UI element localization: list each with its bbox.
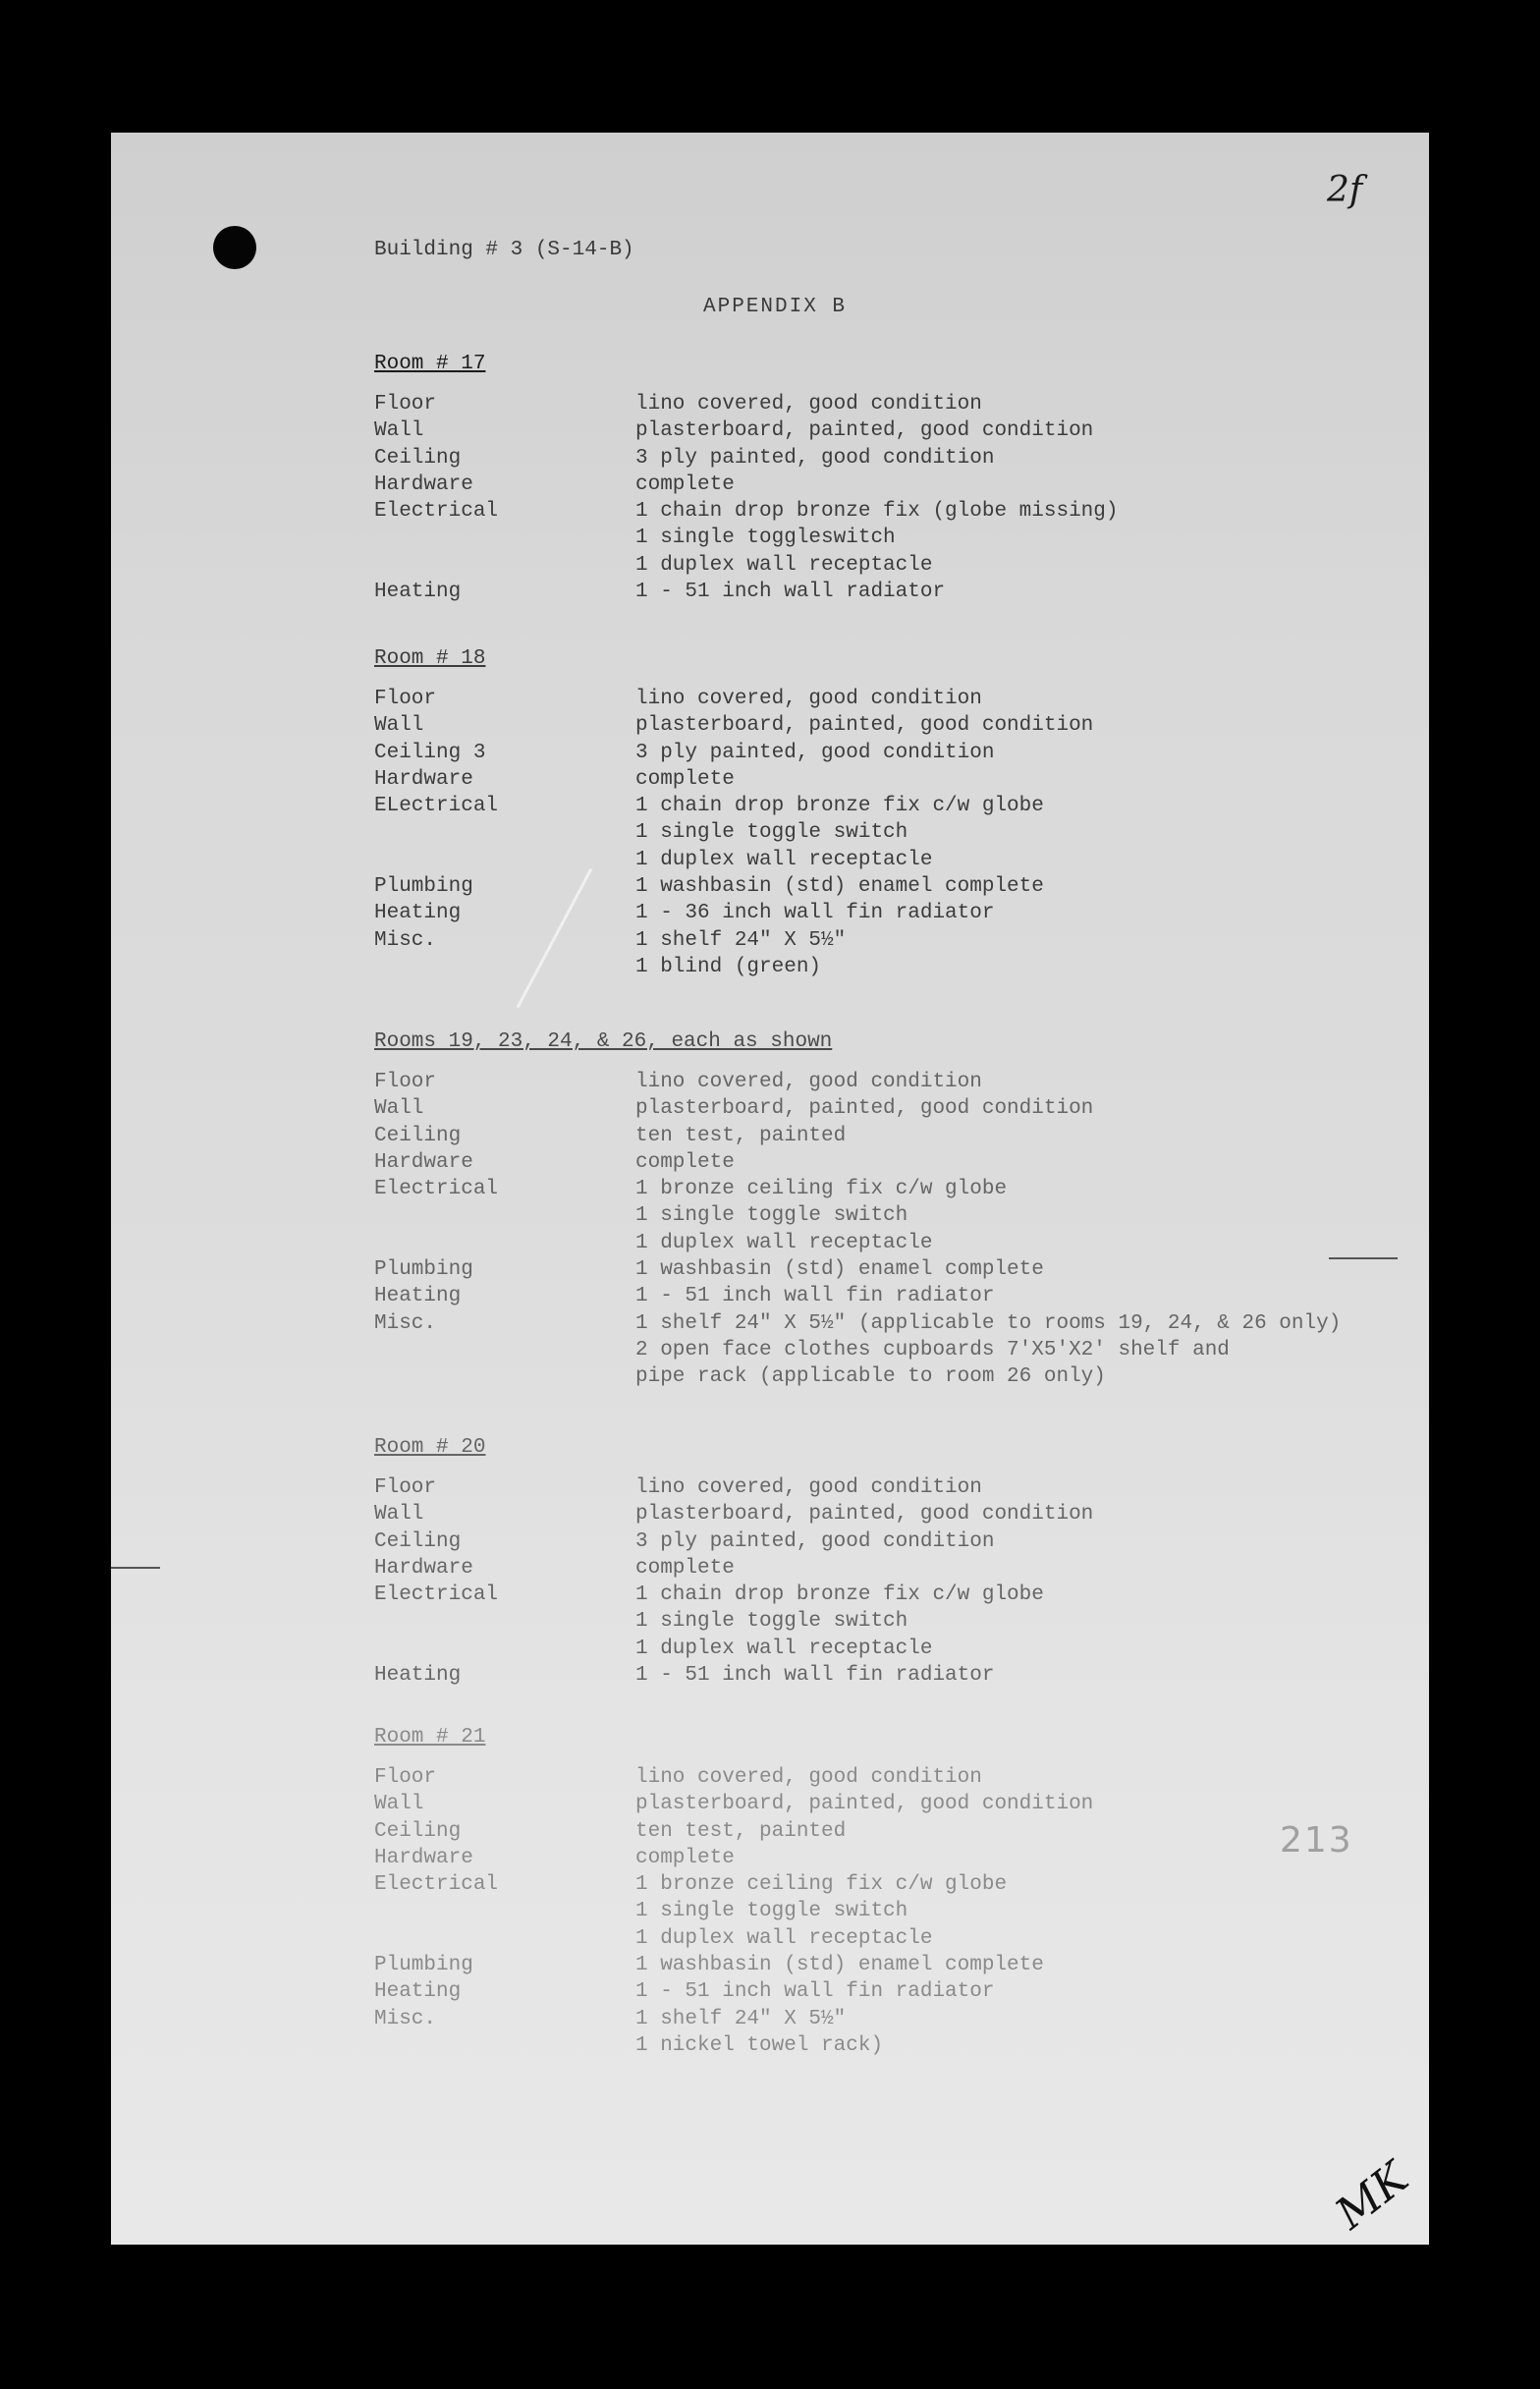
spec-row bbox=[374, 1230, 1429, 1256]
spec-value: lino covered, good condition bbox=[635, 1766, 982, 1789]
spec-value: 2 open face clothes cupboards 7'X5'X2' shelf and bbox=[635, 1338, 1230, 1361]
spec-row bbox=[374, 1636, 1429, 1662]
rooms-19-23-24-26-section bbox=[374, 1028, 1429, 1391]
spec-row bbox=[374, 1528, 1429, 1555]
spec-label: Misc. bbox=[374, 928, 437, 952]
punch-hole bbox=[213, 226, 256, 269]
spec-label: Plumbing bbox=[374, 875, 473, 899]
spec-label: Heating bbox=[374, 1664, 462, 1688]
spec-row bbox=[374, 445, 1429, 472]
room-17-rows bbox=[374, 391, 1429, 605]
room-17-section bbox=[374, 351, 1429, 605]
spec-row bbox=[374, 712, 1429, 739]
spec-row bbox=[374, 1555, 1429, 1582]
spec-label: Hardware bbox=[374, 767, 473, 791]
spec-label bbox=[374, 525, 635, 551]
spec-row bbox=[374, 2032, 1429, 2059]
spec-row bbox=[374, 954, 1429, 980]
spec-label: Electrical bbox=[374, 1583, 499, 1607]
spec-label: Hardware bbox=[374, 1846, 473, 1869]
spec-row bbox=[374, 525, 1429, 551]
spec-value: lino covered, good condition bbox=[635, 688, 982, 710]
spec-value: ten test, painted bbox=[635, 1819, 847, 1843]
spec-label: Floor bbox=[374, 1476, 437, 1499]
spec-label: Electrical bbox=[374, 1873, 499, 1897]
spec-label bbox=[374, 1898, 635, 1924]
spec-value: 1 chain drop bronze fix c/w globe bbox=[635, 795, 1044, 818]
spec-value: 1 washbasin (std) enamel complete bbox=[635, 1258, 1044, 1282]
spec-value: 1 bronze ceiling fix c/w globe bbox=[635, 1873, 1008, 1897]
spec-label: Wall bbox=[374, 1503, 424, 1527]
spec-value: 1 blind (green) bbox=[635, 955, 822, 978]
spec-value: 1 - 51 inch wall fin radiator bbox=[635, 1980, 995, 2004]
spec-label: Heating bbox=[374, 1285, 462, 1308]
spec-label: Ceiling bbox=[374, 1819, 462, 1843]
spec-label: Plumbing bbox=[374, 1258, 473, 1282]
spec-value: 1 - 51 inch wall fin radiator bbox=[635, 1664, 995, 1688]
spec-label bbox=[374, 954, 635, 980]
room-title: Rooms 19, 23, 24, & 26, each as shown bbox=[374, 1030, 833, 1053]
spec-value: 1 duplex wall receptacle bbox=[635, 848, 933, 871]
spec-row bbox=[374, 1176, 1429, 1202]
room-20-rows bbox=[374, 1474, 1429, 1689]
spec-row bbox=[374, 900, 1429, 926]
spec-row bbox=[374, 1978, 1429, 2005]
spec-row bbox=[374, 1363, 1429, 1390]
spec-row bbox=[374, 1818, 1429, 1845]
spec-label: Hardware bbox=[374, 472, 473, 496]
spec-label: Ceiling 3 bbox=[374, 741, 486, 764]
room-18-section bbox=[374, 645, 1429, 980]
margin-rule bbox=[111, 1567, 160, 1569]
spec-value: 1 duplex wall receptacle bbox=[635, 1926, 933, 1950]
spec-row bbox=[374, 873, 1429, 900]
spec-label bbox=[374, 1925, 635, 1952]
spec-value: plasterboard, painted, good condition bbox=[635, 1503, 1094, 1527]
side-stamp-number: 213 bbox=[1280, 1820, 1353, 1861]
spec-row bbox=[374, 793, 1429, 819]
spec-label: ELectrical bbox=[374, 795, 499, 818]
spec-label bbox=[374, 1363, 635, 1390]
spec-row bbox=[374, 552, 1429, 579]
document-page bbox=[111, 133, 1429, 2245]
spec-row bbox=[374, 1871, 1429, 1898]
spec-row bbox=[374, 1310, 1429, 1337]
spec-value: 1 single toggle switch bbox=[635, 1900, 908, 1923]
spec-label: Ceiling bbox=[374, 446, 462, 470]
spec-value: complete bbox=[635, 472, 735, 496]
spec-label: Floor bbox=[374, 1766, 437, 1789]
room-title: Room # 18 bbox=[374, 647, 486, 670]
spec-value: 1 single toggle switch bbox=[635, 1204, 908, 1228]
spec-label: Electrical bbox=[374, 500, 499, 524]
spec-label: Heating bbox=[374, 1980, 462, 2004]
spec-row bbox=[374, 1952, 1429, 1978]
corner-handwritten-mark: 2f bbox=[1327, 170, 1363, 210]
room-21-section bbox=[374, 1724, 1429, 2059]
spec-row bbox=[374, 1582, 1429, 1608]
spec-row bbox=[374, 1925, 1429, 1952]
spec-row bbox=[374, 391, 1429, 417]
spec-label: Misc. bbox=[374, 2007, 437, 2030]
spec-value: lino covered, good condition bbox=[635, 1071, 982, 1093]
spec-value: complete bbox=[635, 1556, 735, 1580]
spec-label: Floor bbox=[374, 393, 437, 416]
spec-label: Plumbing bbox=[374, 1954, 473, 1977]
spec-value: plasterboard, painted, good condition bbox=[635, 714, 1094, 738]
spec-value: 1 single toggle switch bbox=[635, 1610, 908, 1634]
spec-row bbox=[374, 472, 1429, 498]
spec-row bbox=[374, 1095, 1429, 1122]
spec-value: plasterboard, painted, good condition bbox=[635, 1097, 1094, 1121]
spec-label: Ceiling bbox=[374, 1124, 462, 1147]
spec-value: complete bbox=[635, 1846, 735, 1869]
spec-label bbox=[374, 1230, 635, 1256]
spec-row bbox=[374, 417, 1429, 444]
spec-value: lino covered, good condition bbox=[635, 1476, 982, 1499]
spec-value: 1 single toggle switch bbox=[635, 821, 908, 845]
spec-value: 1 duplex wall receptacle bbox=[635, 1637, 933, 1660]
spec-value: complete bbox=[635, 1150, 735, 1174]
spec-value: complete bbox=[635, 767, 735, 791]
room-21-rows bbox=[374, 1764, 1429, 2059]
spec-value: 1 single toggleswitch bbox=[635, 527, 896, 550]
spec-row bbox=[374, 1202, 1429, 1229]
spec-row bbox=[374, 927, 1429, 954]
spec-row bbox=[374, 1256, 1429, 1283]
room-20-section bbox=[374, 1434, 1429, 1689]
spec-row bbox=[374, 1337, 1429, 1363]
spec-row bbox=[374, 819, 1429, 846]
spec-value: 1 washbasin (std) enamel complete bbox=[635, 1954, 1044, 1977]
spec-label bbox=[374, 2032, 635, 2059]
spec-label bbox=[374, 847, 635, 873]
building-header: Building # 3 (S-14-B) bbox=[374, 239, 634, 261]
spec-row bbox=[374, 1501, 1429, 1528]
spec-row bbox=[374, 1608, 1429, 1635]
spec-value: 1 shelf 24" X 5½" (applicable to rooms 19, 24, & 26 only) bbox=[635, 1311, 1342, 1335]
spec-row bbox=[374, 1764, 1429, 1791]
spec-value: 1 nickel towel rack) bbox=[635, 2033, 884, 2057]
room-18-rows bbox=[374, 686, 1429, 980]
spec-value: 1 chain drop bronze fix (globe missing) bbox=[635, 500, 1119, 524]
spec-label bbox=[374, 1202, 635, 1229]
spec-value: 1 shelf 24" X 5½" bbox=[635, 928, 847, 952]
spec-label: Wall bbox=[374, 714, 424, 738]
spec-value: 1 - 36 inch wall fin radiator bbox=[635, 902, 995, 925]
spec-row bbox=[374, 498, 1429, 525]
spec-value: 3 ply painted, good condition bbox=[635, 1529, 995, 1553]
spec-value: ten test, painted bbox=[635, 1124, 847, 1147]
spec-value: 1 - 51 inch wall radiator bbox=[635, 581, 946, 604]
spec-value: 1 chain drop bronze fix c/w globe bbox=[635, 1583, 1044, 1607]
spec-value: pipe rack (applicable to room 26 only) bbox=[635, 1365, 1106, 1389]
handwritten-initials: MK bbox=[1326, 2152, 1418, 2240]
spec-row bbox=[374, 1069, 1429, 1095]
spec-value: 3 ply painted, good condition bbox=[635, 741, 995, 764]
spec-row bbox=[374, 740, 1429, 766]
spec-row bbox=[374, 1898, 1429, 1924]
rooms-19-rows bbox=[374, 1069, 1429, 1391]
spec-label bbox=[374, 819, 635, 846]
spec-row bbox=[374, 579, 1429, 605]
spec-value: 3 ply painted, good condition bbox=[635, 446, 995, 470]
spec-row bbox=[374, 1123, 1429, 1149]
spec-label: Hardware bbox=[374, 1150, 473, 1174]
spec-value: 1 duplex wall receptacle bbox=[635, 1231, 933, 1254]
spec-value: 1 shelf 24" X 5½" bbox=[635, 2007, 847, 2030]
spec-row bbox=[374, 1662, 1429, 1689]
spec-label: Heating bbox=[374, 902, 462, 925]
spec-label: Hardware bbox=[374, 1556, 473, 1580]
room-title: Room # 21 bbox=[374, 1726, 486, 1749]
spec-label: Heating bbox=[374, 581, 462, 604]
spec-label bbox=[374, 1337, 635, 1363]
spec-row bbox=[374, 766, 1429, 793]
room-title: Room # 17 bbox=[374, 353, 486, 375]
spec-label: Floor bbox=[374, 688, 437, 710]
spec-label bbox=[374, 552, 635, 579]
spec-value: 1 duplex wall receptacle bbox=[635, 553, 933, 577]
appendix-title: APPENDIX B bbox=[703, 296, 848, 318]
spec-value: plasterboard, painted, good condition bbox=[635, 419, 1094, 443]
spec-label: Electrical bbox=[374, 1178, 499, 1201]
spec-row bbox=[374, 686, 1429, 712]
spec-value: 1 bronze ceiling fix c/w globe bbox=[635, 1178, 1008, 1201]
spec-label bbox=[374, 1636, 635, 1662]
spec-row bbox=[374, 847, 1429, 873]
spec-row bbox=[374, 1791, 1429, 1817]
spec-value: 1 - 51 inch wall fin radiator bbox=[635, 1285, 995, 1308]
spec-row bbox=[374, 1149, 1429, 1176]
room-title: Room # 20 bbox=[374, 1436, 486, 1459]
spec-label: Floor bbox=[374, 1071, 437, 1093]
spec-label: Wall bbox=[374, 1793, 424, 1816]
spec-row bbox=[374, 1283, 1429, 1309]
spec-label bbox=[374, 1608, 635, 1635]
spec-label: Wall bbox=[374, 419, 424, 443]
spec-value: 1 washbasin (std) enamel complete bbox=[635, 875, 1044, 899]
spec-value: lino covered, good condition bbox=[635, 393, 982, 416]
spec-value: plasterboard, painted, good condition bbox=[635, 1793, 1094, 1816]
spec-label: Misc. bbox=[374, 1311, 437, 1335]
spec-label: Wall bbox=[374, 1097, 424, 1121]
spec-row bbox=[374, 1474, 1429, 1501]
spec-label: Ceiling bbox=[374, 1529, 462, 1553]
spec-row bbox=[374, 1845, 1429, 1871]
spec-row bbox=[374, 2006, 1429, 2032]
